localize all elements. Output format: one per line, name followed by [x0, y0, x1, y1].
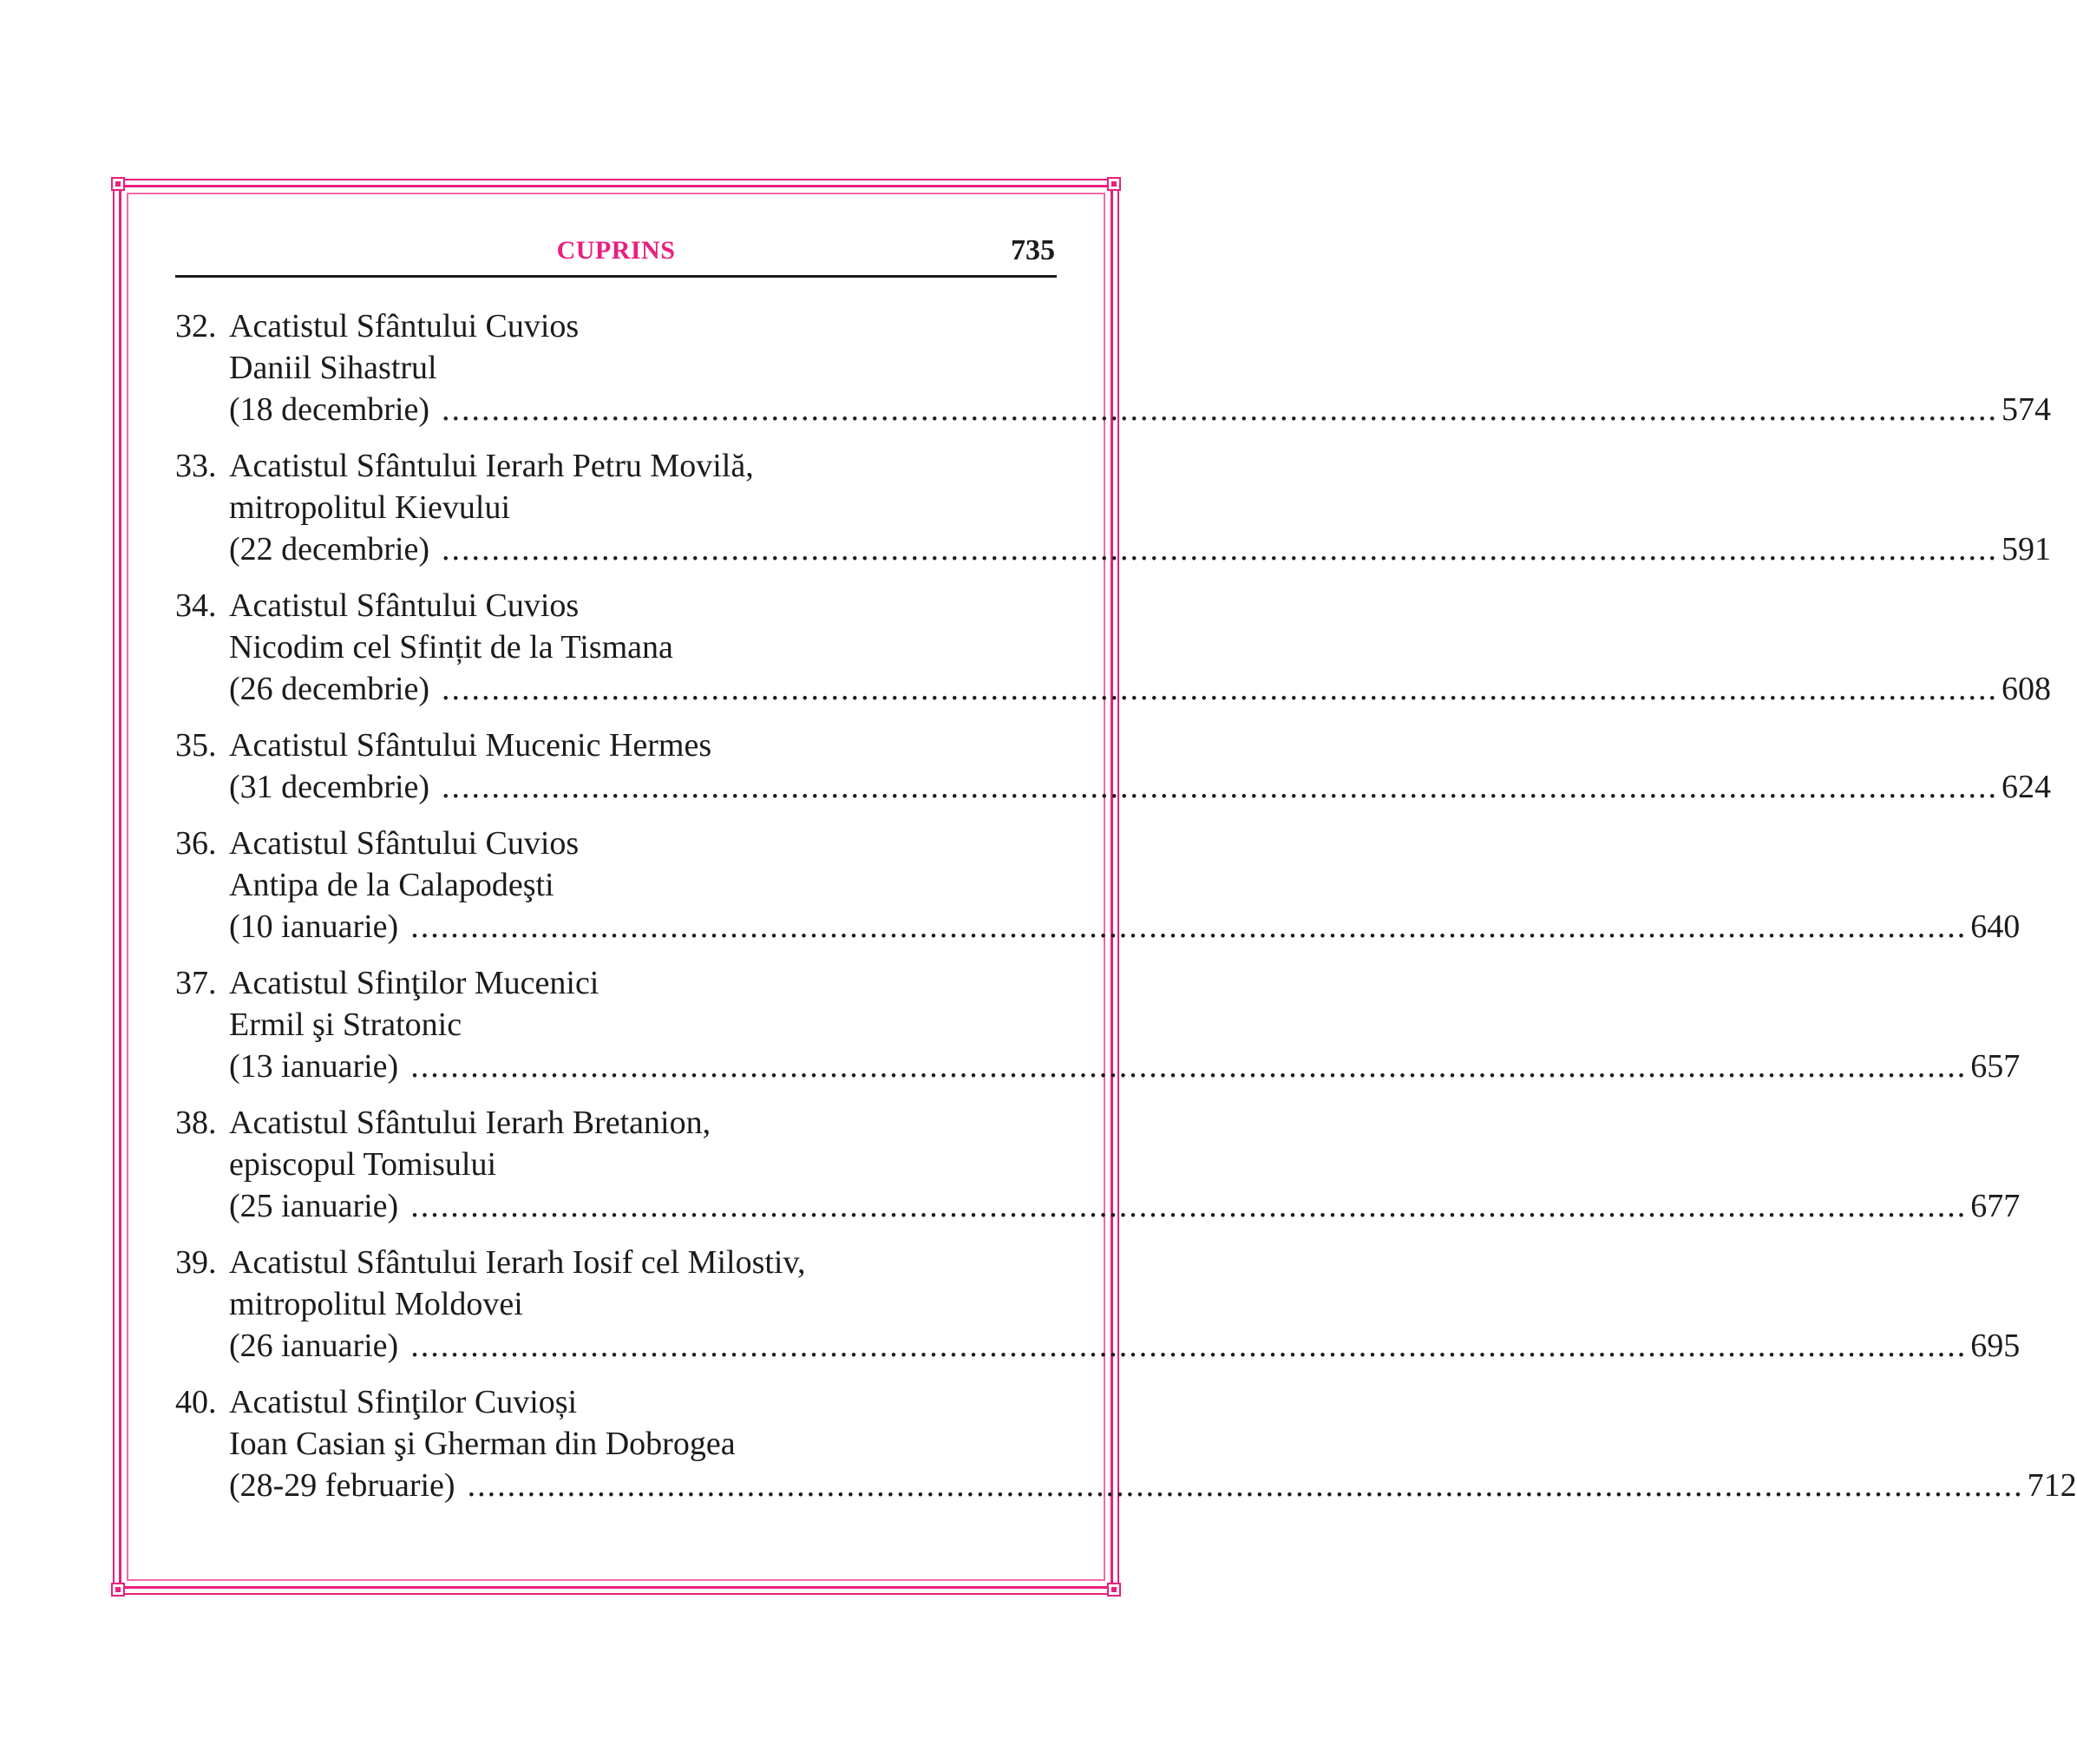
toc-entry-title-text: Acatistul Sfinţilor Mucenici	[229, 965, 600, 1001]
toc-entry-subtitle: Ermil şi Stratonic	[229, 1007, 462, 1043]
toc-entry[interactable]	[175, 1381, 2077, 1506]
toc-entry-subtitle: Daniil Sihastrul	[229, 350, 437, 386]
toc-entry[interactable]	[175, 725, 2052, 808]
toc-entry-title	[175, 1242, 1057, 1283]
toc-entry-date: (10 ianuarie)	[229, 908, 399, 945]
toc-entry-number: 35.	[175, 727, 217, 764]
toc-entry-date: (26 decembrie)	[229, 671, 430, 707]
toc-entry-subtitle: mitropolitul Kievului	[229, 489, 511, 526]
toc-entry-number: 40.	[175, 1384, 217, 1420]
toc-entry-title	[175, 445, 1057, 487]
toc-entry-date: (26 ianuarie)	[229, 1328, 399, 1364]
toc-entry-page[interactable]: 624	[2002, 769, 2052, 805]
toc-entry-date: (28-29 februarie)	[229, 1467, 455, 1504]
toc-entry-title-text: Acatistul Sfântului Cuvios	[229, 825, 580, 862]
toc-entry-title-text: Acatistul Sfântului Ierarh Petru Movilă,	[229, 448, 754, 484]
toc-entry-date-row	[175, 766, 2052, 808]
toc-entry-page[interactable]: 640	[1970, 908, 2021, 945]
toc-entry[interactable]	[175, 305, 2052, 430]
toc-entry-number: 36.	[175, 825, 217, 862]
toc-dot-leader: ............................................................................................................................................................	[410, 1188, 1968, 1224]
toc-entry-page[interactable]: 657	[1970, 1048, 2021, 1085]
toc-entry-title-text: Acatistul Sfântului Mucenic Hermes	[229, 727, 712, 764]
toc-entry-date-row	[175, 528, 2052, 570]
toc-entry[interactable]	[175, 585, 2052, 710]
toc-entry-date-row	[175, 1046, 2021, 1087]
toc-entry-subtitle: mitropolitul Moldovei	[229, 1286, 523, 1322]
toc-dot-leader: ............................................................................................................................................................	[410, 1328, 1968, 1364]
frame-corner-ornament	[111, 1583, 125, 1597]
toc-entry-date: (22 decembrie)	[229, 531, 430, 567]
toc-entry-title-text: Acatistul Sfinţilor Cuvioși	[229, 1384, 578, 1420]
toc-dot-leader: ............................................................................................................................................................	[467, 1467, 2024, 1504]
toc-entry-page[interactable]: 712	[2027, 1467, 2077, 1504]
toc-entry-date: (31 decembrie)	[229, 769, 430, 805]
frame-corner-ornament	[1107, 177, 1121, 191]
toc-entry-title-text: Acatistul Sfântului Cuvios	[229, 308, 580, 344]
toc-entry-page[interactable]: 695	[1970, 1328, 2021, 1364]
running-header	[175, 227, 1057, 278]
toc-entry-date-row	[175, 389, 2052, 430]
toc-entry-subtitle: episcopul Tomisului	[229, 1146, 497, 1183]
toc-entry[interactable]	[175, 823, 2021, 948]
toc-entry-date-row	[175, 668, 2052, 710]
toc-entry[interactable]	[175, 445, 2052, 570]
toc-entry-date: (13 ianuarie)	[229, 1048, 399, 1085]
toc-entry-date-row	[175, 906, 2021, 948]
toc-entry-subtitle: Ioan Casian şi Gherman din Dobrogea	[229, 1426, 736, 1462]
toc-entry-date-row	[175, 1185, 2021, 1227]
toc-entry-page[interactable]: 591	[2002, 531, 2052, 567]
toc-entry-title	[175, 1381, 1057, 1423]
toc-entry-number: 33.	[175, 448, 217, 484]
toc-entry-title	[175, 1102, 1057, 1144]
toc-entry-number: 39.	[175, 1244, 217, 1281]
toc-entry-title	[175, 725, 1057, 766]
page-number: 735	[1011, 234, 1055, 266]
toc-entry-page[interactable]: 574	[2002, 391, 2052, 428]
table-of-contents	[175, 305, 2077, 1521]
toc-entry[interactable]	[175, 1242, 2021, 1367]
toc-entry-date: (18 decembrie)	[229, 391, 430, 428]
toc-entry-title	[175, 585, 1057, 626]
toc-entry-number: 38.	[175, 1105, 217, 1141]
toc-dot-leader: ............................................................................................................................................................	[442, 671, 1999, 707]
toc-entry-number: 37.	[175, 965, 217, 1001]
toc-entry-title-text: Acatistul Sfântului Ierarh Iosif cel Milostiv,	[229, 1244, 806, 1281]
toc-entry-title	[175, 962, 1057, 1004]
frame-corner-ornament	[111, 177, 125, 191]
toc-dot-leader: ............................................................................................................................................................	[410, 908, 1968, 945]
toc-dot-leader: ............................................................................................................................................................	[442, 531, 1999, 567]
toc-entry-subtitle: Antipa de la Calapodeşti	[229, 867, 554, 903]
toc-entry-page[interactable]: 608	[2002, 671, 2052, 707]
toc-entry-title-text: Acatistul Sfântului Ierarh Bretanion,	[229, 1105, 711, 1141]
toc-entry-date-row	[175, 1465, 2077, 1506]
toc-dot-leader: ............................................................................................................................................................	[442, 391, 1999, 428]
toc-entry[interactable]	[175, 962, 2021, 1087]
section-title: CUPRINS	[556, 236, 676, 265]
toc-entry-date-row	[175, 1325, 2021, 1367]
toc-entry-number: 34.	[175, 587, 217, 624]
toc-entry-page[interactable]: 677	[1970, 1188, 2021, 1224]
toc-entry-subtitle: Nicodim cel Sfințit de la Tismana	[229, 629, 673, 666]
toc-entry-title	[175, 823, 1057, 864]
toc-dot-leader: ............................................................................................................................................................	[442, 769, 1999, 805]
toc-entry-title-text: Acatistul Sfântului Cuvios	[229, 587, 580, 624]
toc-entry-date: (25 ianuarie)	[229, 1188, 399, 1224]
toc-dot-leader: ............................................................................................................................................................	[410, 1048, 1968, 1085]
toc-entry-number: 32.	[175, 308, 217, 344]
toc-entry-title	[175, 305, 1057, 347]
frame-corner-ornament	[1107, 1583, 1121, 1597]
toc-entry[interactable]	[175, 1102, 2021, 1227]
